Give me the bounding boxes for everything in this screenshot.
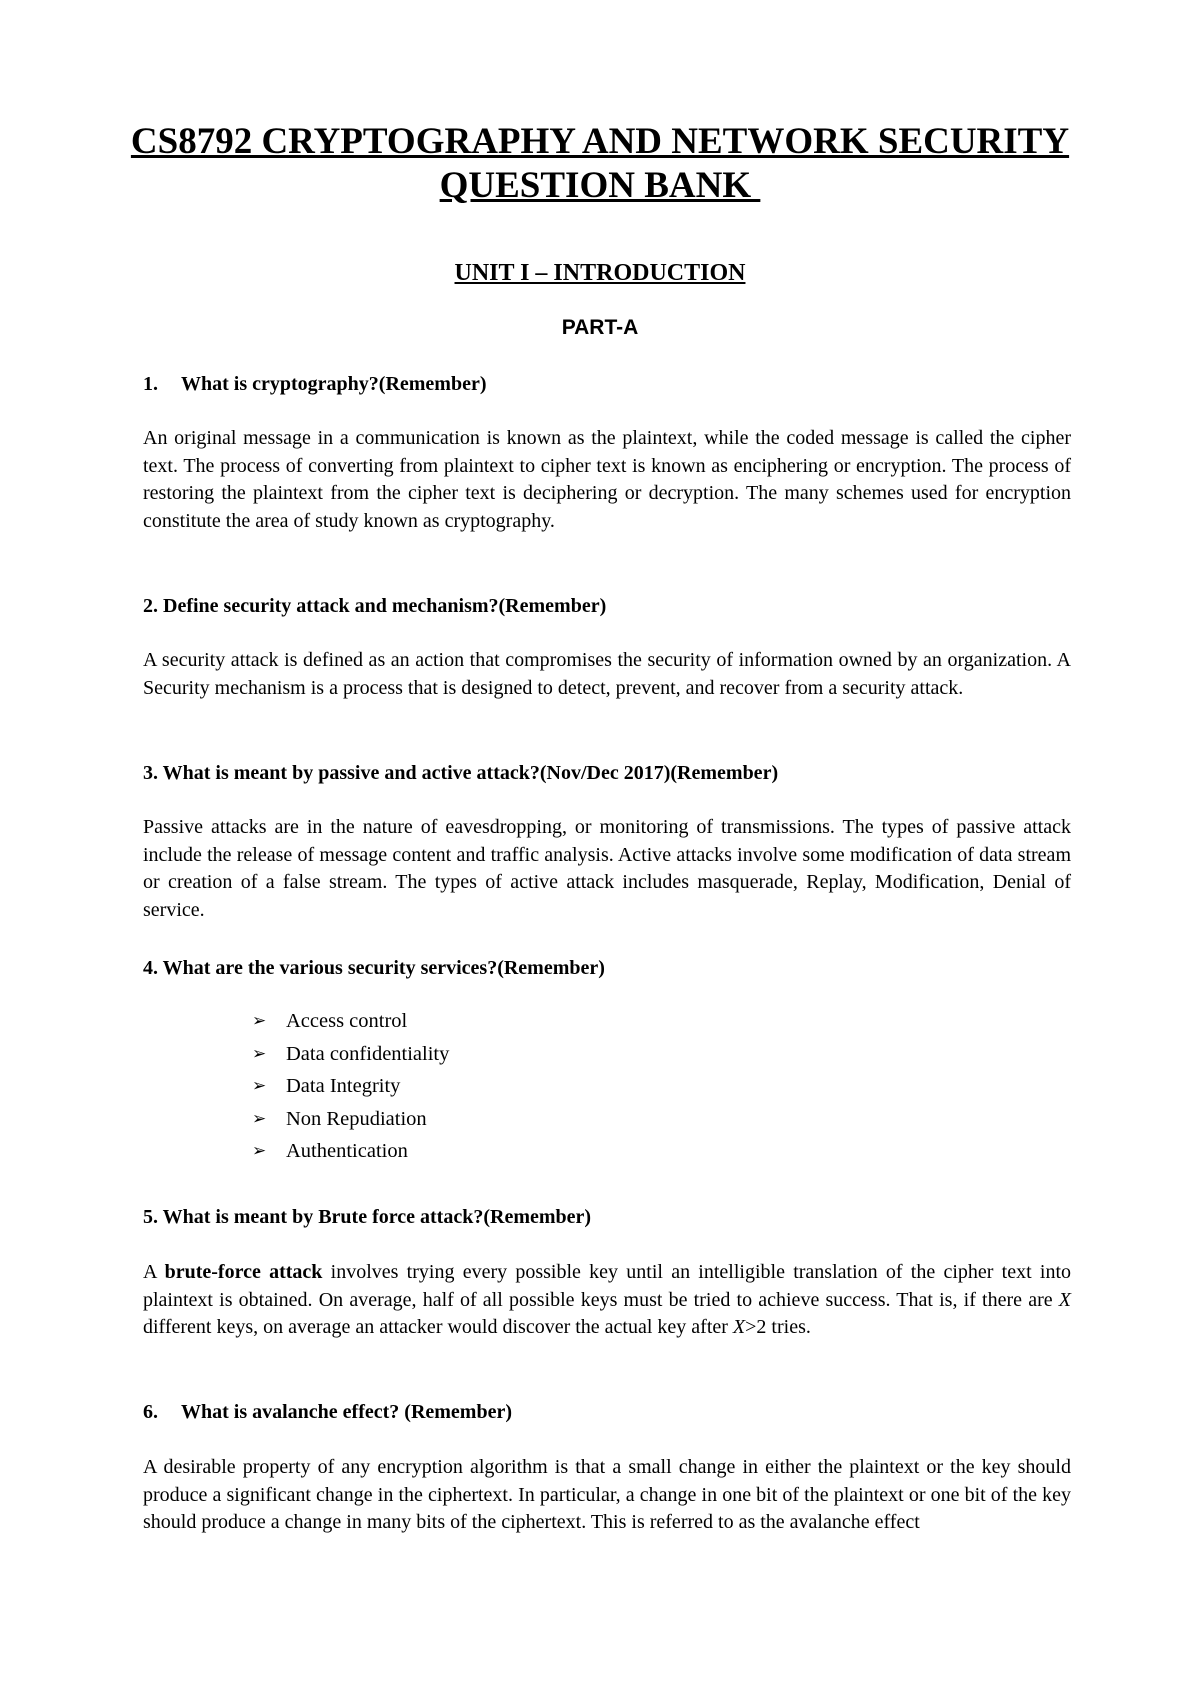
question-text: What is avalanche effect? (Remember) — [181, 1401, 513, 1423]
question-5 — [143, 1204, 1073, 1230]
arrow-bullet-icon: ➢ — [252, 1108, 267, 1128]
question-number: 2. — [143, 595, 158, 617]
list-item: ➢ Authentication — [252, 1135, 852, 1168]
question-text: What is meant by Brute force attack?(Remember) — [162, 1206, 592, 1228]
security-services-list — [252, 1005, 852, 1168]
arrow-bullet-icon: ➢ — [252, 1141, 267, 1161]
list-item: ➢ Access control — [252, 1005, 852, 1038]
answer-1: An original message in a communication is known as the plaintext, while the coded message is called the cipher text. The process of converting from plaintext to cipher text is known as enciphering or encryption. The process of restoring the plaintext from the cipher text is deciphering or decryption. The many schemes used for encryption constitute the area of study known as cryptography. — [143, 427, 1071, 532]
question-number: 5. — [143, 1206, 158, 1228]
arrow-bullet-icon: ➢ — [252, 1043, 267, 1063]
arrow-bullet-icon: ➢ — [252, 1076, 267, 1096]
question-number: 6. — [143, 1401, 158, 1423]
question-3 — [143, 760, 1073, 786]
question-text: What is meant by passive and active attack?(Nov/Dec 2017)(Remember) — [162, 762, 779, 784]
unit-heading: UNIT I – INTRODUCTION — [454, 260, 746, 286]
answer-3: Passive attacks are in the nature of eavesdropping, or monitoring of transmissions. The types of passive attack include the release of message content and traffic analysis. Active attacks involve some modification of data stream or creation of a false stream. The types of active attack includes masquerade, Replay, Modification, Denial of service. — [143, 816, 1071, 921]
question-number: 1. — [143, 373, 158, 395]
brute-force-term: brute-force attack — [164, 1261, 323, 1283]
question-number: 4. — [143, 957, 158, 979]
document-title-line-2: QUESTION BANK — [439, 165, 761, 206]
answer-2: A security attack is defined as an action that compromises the security of information owned by an organization. A Security mechanism is a process that is designed to detect, prevent, and recover from a security attack. — [143, 649, 1071, 699]
list-item: ➢ Data Integrity — [252, 1070, 852, 1103]
arrow-bullet-icon: ➢ — [252, 1011, 267, 1031]
question-1 — [143, 371, 1073, 397]
list-item: ➢ Non Repudiation — [252, 1103, 852, 1136]
question-text: What are the various security services?(Remember) — [162, 957, 605, 979]
question-6 — [143, 1399, 1073, 1425]
question-number: 3. — [143, 762, 158, 784]
question-text: What is cryptography?(Remember) — [181, 373, 487, 395]
list-item: ➢ Data confidentiality — [252, 1038, 852, 1071]
question-4 — [143, 955, 1073, 981]
answer-6: A desirable property of any encryption algorithm is that a small change in either the plaintext or the key should produce a significant change in the ciphertext. In particular, a change in one bit of the plaintext or one bit of the key should produce a change in many bits of the ciphertext. This is referred to as the avalanche effect — [143, 1456, 1071, 1534]
question-2 — [143, 593, 1073, 619]
question-text: Define security attack and mechanism?(Remember) — [163, 595, 607, 617]
document-title-line-1: CS8792 CRYPTOGRAPHY AND NETWORK SECURITY — [130, 121, 1070, 162]
answer-5: A brute-force attack involves trying every possible key until an intelligible translation of the cipher text into plaintext is obtained. On average, half of all possible keys must be tried to achieve success. That is, if there are X different keys, on average an attacker would discover the actual key after X>2 tries. — [143, 1261, 1072, 1339]
part-heading: PART-A — [561, 316, 639, 339]
